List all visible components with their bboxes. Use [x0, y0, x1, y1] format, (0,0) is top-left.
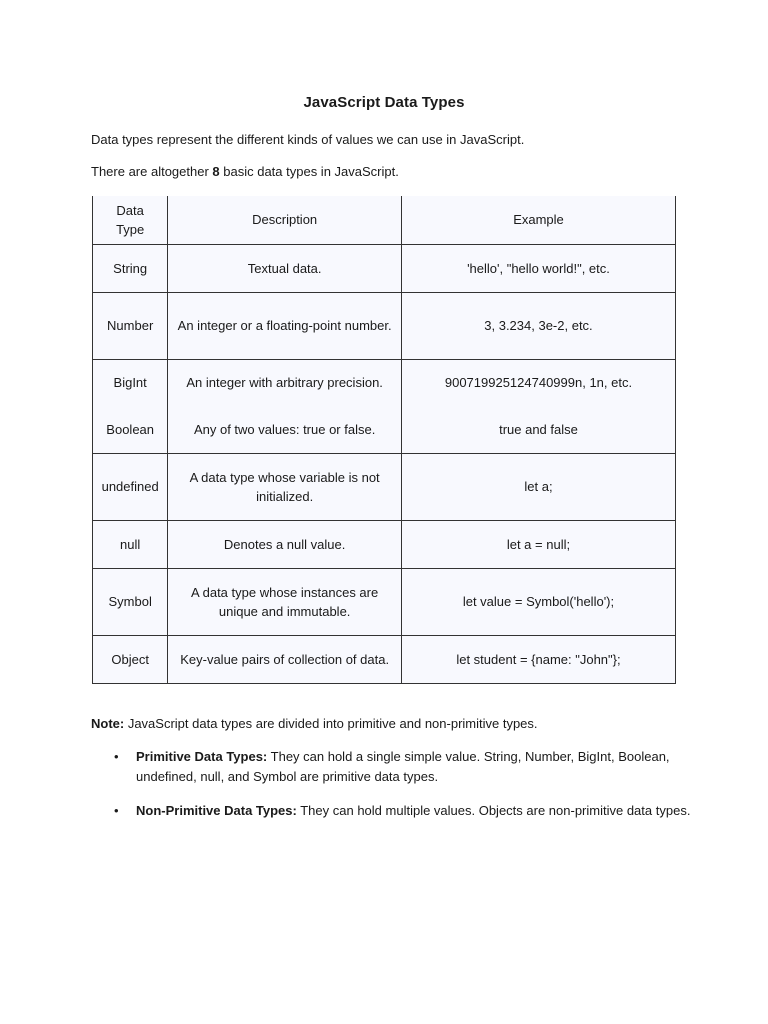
cell-example: 900719925124740999n, 1n, etc.: [401, 359, 675, 406]
bullet-label: Primitive Data Types:: [136, 749, 268, 764]
cell-type: Symbol: [93, 568, 168, 635]
cell-type: String: [93, 244, 168, 292]
cell-description: Any of two values: true or false.: [168, 406, 402, 453]
cell-example: let a;: [401, 453, 675, 520]
types-bullet-list: [0, 747, 691, 821]
header-example: Example: [401, 196, 675, 244]
bullet-text: They can hold multiple values. Objects are non-primitive data types.: [296, 803, 691, 818]
cell-description: A data type whose instances are unique and immutable.: [168, 568, 402, 635]
table-row: [93, 453, 676, 520]
cell-type: Boolean: [93, 406, 168, 453]
list-item: [114, 801, 696, 821]
cell-example: 3, 3.234, 3e-2, etc.: [401, 292, 675, 359]
table-row: [93, 568, 676, 635]
table-row: [93, 635, 676, 683]
note-text: JavaScript data types are divided into primitive and non-primitive types.: [124, 716, 538, 731]
data-types-table: [92, 196, 676, 684]
cell-description: An integer with arbitrary precision.: [168, 359, 402, 406]
count-text-after: basic data types in JavaScript.: [219, 164, 399, 179]
cell-example: let student = {name: "John"};: [401, 635, 675, 683]
bullet-icon: •: [114, 803, 119, 818]
table-header-row: [93, 196, 676, 244]
cell-example: let a = null;: [401, 520, 675, 568]
bullet-label: Non-Primitive Data Types:: [136, 803, 297, 818]
cell-description: Key-value pairs of collection of data.: [168, 635, 402, 683]
bullet-icon: •: [114, 749, 119, 764]
list-item: [114, 747, 696, 787]
cell-type: BigInt: [93, 359, 168, 406]
count-paragraph: [91, 163, 399, 181]
cell-type: undefined: [93, 453, 168, 520]
table-row: [93, 359, 676, 406]
intro-paragraph: Data types represent the different kinds of values we can use in JavaScript.: [91, 132, 525, 147]
cell-type: null: [93, 520, 168, 568]
header-description: Description: [168, 196, 402, 244]
page-title: JavaScript Data Types: [303, 94, 465, 111]
bullet-text: They can hold a single simple value. String, Number, BigInt, Boolean, undefined, null, and Symbol are primitive data types.: [136, 749, 670, 784]
table-row: [93, 292, 676, 359]
cell-type: Number: [93, 292, 168, 359]
cell-example: true and false: [401, 406, 675, 453]
table-row: [93, 406, 676, 453]
count-number: 8: [212, 164, 220, 179]
header-data-type: Data Type: [93, 196, 168, 244]
cell-description: A data type whose variable is not initialized.: [168, 453, 402, 520]
count-text-before: There are altogether: [91, 164, 213, 179]
note-label: Note:: [91, 716, 125, 731]
cell-description: Denotes a null value.: [168, 520, 402, 568]
table-row: [93, 520, 676, 568]
note-paragraph: [91, 715, 538, 733]
cell-description: An integer or a floating-point number.: [168, 292, 402, 359]
table-row: [93, 244, 676, 292]
cell-description: Textual data.: [168, 244, 402, 292]
cell-example: let value = Symbol('hello');: [401, 568, 675, 635]
cell-type: Object: [93, 635, 168, 683]
cell-example: 'hello', "hello world!", etc.: [401, 244, 675, 292]
